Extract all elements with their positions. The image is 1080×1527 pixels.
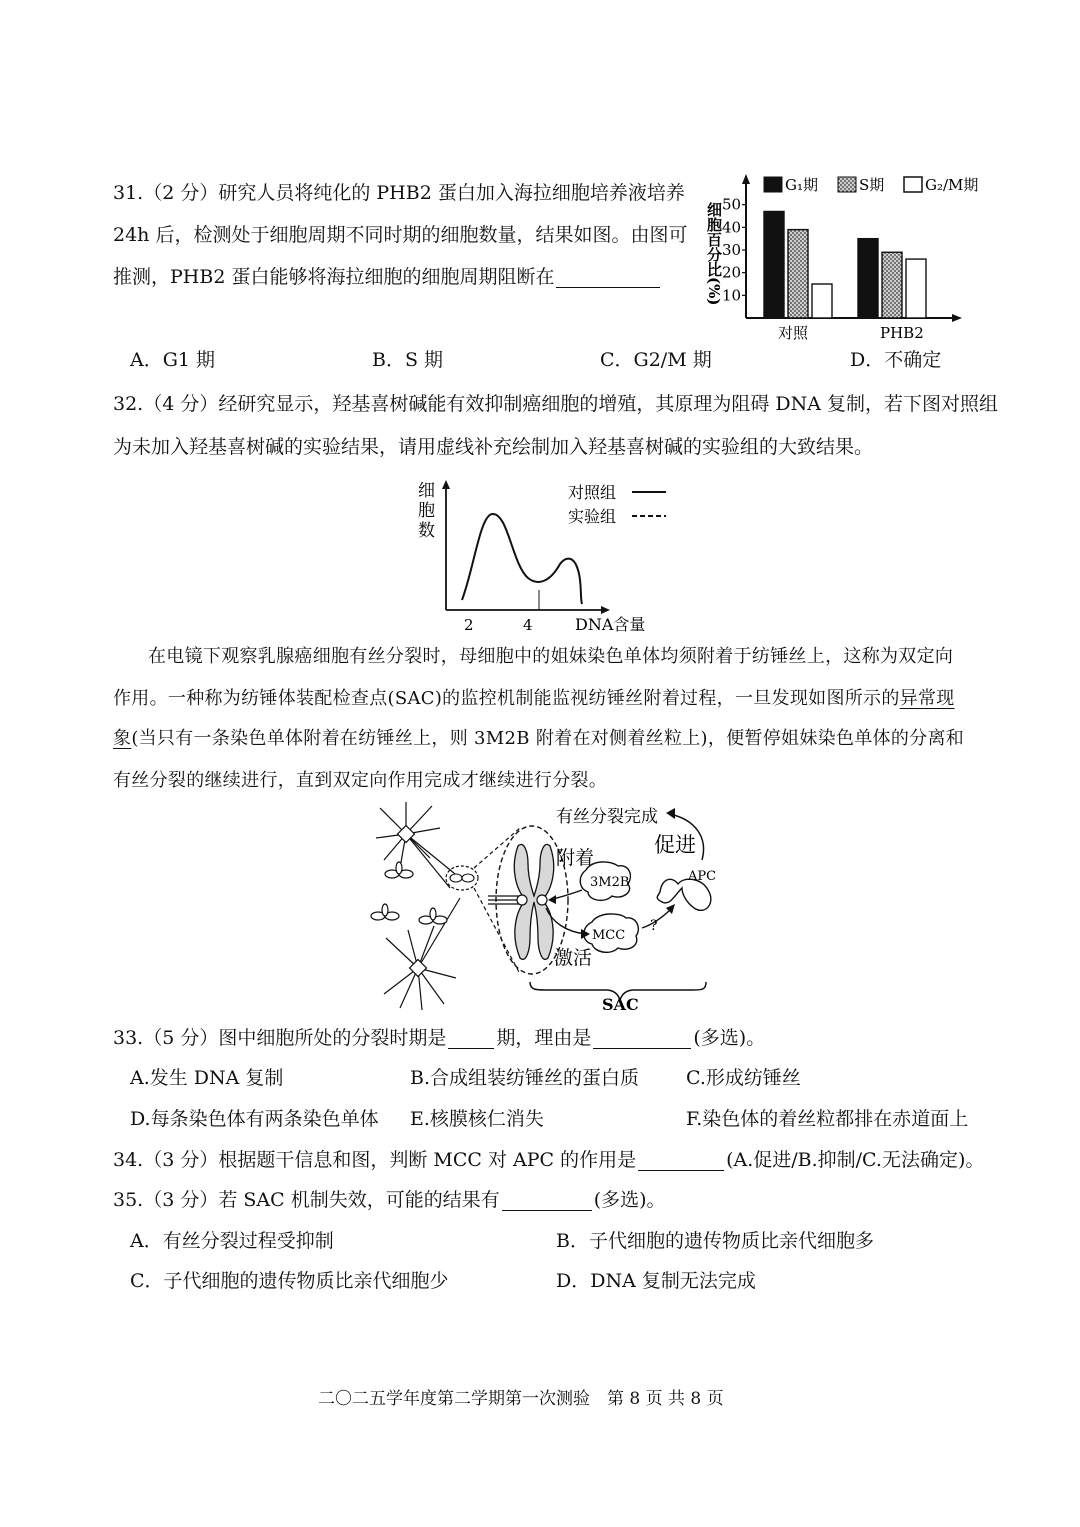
- y-tick-label: 50: [722, 195, 742, 214]
- q31-answer-blank[interactable]: [556, 269, 660, 288]
- promote-arrowhead: [666, 808, 675, 819]
- passage-line1: 在电镜下观察乳腺癌细胞有丝分裂时，母细胞中的姐妹染色单体均须附着于纺锤丝上，这称为双定向: [148, 646, 954, 667]
- q34-stem: [113, 1149, 984, 1171]
- kinetochore-opposite: [537, 895, 547, 905]
- q33-text-a: 33.（5 分）图中细胞所处的分裂时期是: [113, 1027, 447, 1049]
- y-tick-label: 40: [722, 218, 742, 237]
- bar-PHB2-0: [858, 239, 878, 318]
- x-category-label: 对照: [778, 324, 809, 342]
- sac-mechanism-diagram: [370, 798, 750, 1020]
- zoom-line-top: [474, 828, 520, 868]
- activate-label: 激活: [554, 947, 593, 969]
- q33-option-a: A.发生 DNA 复制: [130, 1067, 284, 1089]
- q31-line2: 24h 后，检测处于细胞周期不同时期的细胞数量，结果如图。由图可: [113, 224, 688, 246]
- q33-option-c: C.形成纺锤丝: [686, 1067, 801, 1089]
- legend-experiment-label: 实验组: [568, 507, 617, 526]
- passage-line2: [113, 688, 955, 710]
- x-tick-2: 2: [464, 616, 474, 634]
- mcc-label: MCC: [592, 928, 626, 943]
- graph-y-arrow: [442, 480, 450, 489]
- passage-line3-text: (当只有一条染色单体附着在纺锤丝上，则 3M2B 附着在对侧着丝粒上)，便暂停姐妹染色单体的分离和: [131, 728, 965, 749]
- passage-line4: 有丝分裂的继续进行，直到双定向作用完成才继续进行分裂。: [113, 770, 608, 791]
- q31-line1: 31.（2 分）研究人员将纯化的 PHB2 蛋白加入海拉细胞培养液培养: [113, 182, 685, 204]
- apc-label: APC: [688, 869, 717, 884]
- x-axis-label: DNA含量: [575, 615, 646, 634]
- q32-line2: 为未加入羟基喜树碱的实验结果，请用虚线补充绘制加入羟基喜树碱的实验组的大致结果。: [113, 436, 874, 458]
- control-curve: [462, 514, 582, 604]
- graph-x-arrow: [601, 606, 610, 614]
- question-mark: ?: [650, 918, 658, 934]
- q31-option-c: C．G2/M 期: [600, 349, 712, 371]
- bar-对照-0: [764, 211, 784, 318]
- attach-arrowhead: [548, 895, 556, 904]
- q35-option-b: B．子代细胞的遗传物质比亲代细胞多: [556, 1230, 874, 1252]
- legend-label-g2m: G₂/M期: [925, 176, 979, 194]
- q35-text-a: 35.（3 分）若 SAC 机制失效，可能的结果有: [113, 1189, 500, 1211]
- chromosome-circled: [450, 874, 474, 882]
- q31-option-b: B．S 期: [372, 349, 444, 371]
- legend-swatch-s: [838, 177, 856, 192]
- passage-line2-text: 作用。一种称为纺锤体装配检查点(SAC)的监控机制能监视纺锤丝附着过程，一旦发现如图所示的: [113, 688, 900, 709]
- bar-PHB2-1: [882, 252, 902, 318]
- attach-label: 附着: [556, 847, 595, 869]
- passage-underline-2: 象: [113, 728, 132, 749]
- legend-swatch-g1: [764, 177, 782, 192]
- chromosome-small-1: [385, 862, 413, 878]
- x-tick-4: 4: [523, 616, 533, 634]
- q31-line3-text: 推测，PHB2 蛋白能够将海拉细胞的细胞周期阻断在: [113, 266, 555, 288]
- q35-option-d: D．DNA 复制无法完成: [556, 1270, 756, 1292]
- q34-answer-blank[interactable]: [638, 1152, 724, 1171]
- y-tick-label: 20: [722, 263, 742, 282]
- sac-label: SAC: [602, 995, 639, 1014]
- graph-y-label-2: 胞: [418, 501, 435, 521]
- q32-line1: 32.（4 分）经研究显示，羟基喜树碱能有效抑制癌细胞的增殖，其原理为阻碍 DNA 复制，若下图对照组: [113, 393, 999, 415]
- q31-line3: [113, 266, 662, 288]
- q33-option-b: B.合成组装纺锤丝的蛋白质: [410, 1067, 640, 1089]
- bar-PHB2-2: [906, 259, 926, 318]
- legend-label-s: S期: [859, 176, 885, 194]
- q34-text-a: 34.（3 分）根据题干信息和图，判断 MCC 对 APC 的作用是: [113, 1149, 637, 1171]
- q33-option-d: D.每条染色体有两条染色单体: [130, 1108, 379, 1130]
- q33-option-f: F.染色体的着丝粒都排在赤道面上: [686, 1108, 969, 1130]
- bar-对照-1: [788, 230, 808, 318]
- q33-phase-blank[interactable]: [448, 1030, 494, 1049]
- graph-y-label-1: 细: [418, 481, 435, 501]
- q33-text-b: 期，理由是: [496, 1027, 592, 1049]
- y-axis-label: 细胞百分比(%): [705, 202, 723, 306]
- dna-content-graph: [410, 478, 680, 638]
- x-category-label: PHB2: [880, 324, 924, 342]
- q31-option-a: A．G1 期: [130, 349, 216, 371]
- q35-stem: [113, 1189, 666, 1211]
- q33-reason-blank[interactable]: [593, 1030, 691, 1049]
- graph-y-label-3: 数: [418, 521, 435, 541]
- chromosome-small-2: [371, 904, 447, 924]
- q34-text-b: (A.促进/B.抑制/C.无法确定)。: [726, 1149, 985, 1171]
- y-tick-label: 10: [722, 286, 742, 305]
- 3m2b-label: 3M2B: [590, 875, 630, 890]
- legend-swatch-g2m: [904, 177, 922, 192]
- bar-对照-2: [812, 284, 832, 318]
- x-axis-arrow: [952, 314, 962, 322]
- q35-answer-blank[interactable]: [502, 1192, 592, 1211]
- passage-underline-1: 异常现: [899, 688, 955, 709]
- q35-option-a: A．有丝分裂过程受抑制: [130, 1230, 334, 1252]
- legend-control-label: 对照组: [568, 483, 617, 502]
- q33-stem: [113, 1027, 765, 1049]
- mitosis-complete-label: 有丝分裂完成: [556, 807, 658, 827]
- q35-option-c: C．子代细胞的遗传物质比亲代细胞少: [130, 1270, 449, 1292]
- q33-text-c: (多选)。: [693, 1027, 766, 1049]
- passage-line3: [113, 728, 964, 750]
- kinetochore: [517, 895, 527, 905]
- q35-text-b: (多选)。: [593, 1189, 666, 1211]
- promote-label: 促进: [654, 833, 696, 857]
- q33-option-e: E.核膜核仁消失: [410, 1108, 544, 1130]
- y-tick-label: 30: [722, 241, 742, 259]
- q31-option-d: D．不确定: [850, 349, 942, 371]
- page-footer: 二〇二五学年度第二学期第一次测验 第 8 页 共 8 页: [318, 1389, 724, 1409]
- cell-cycle-bar-chart: [700, 172, 990, 348]
- legend-label-g1: G₁期: [785, 176, 818, 194]
- y-axis-arrow: [742, 174, 750, 184]
- zoom-line-bottom: [474, 888, 520, 974]
